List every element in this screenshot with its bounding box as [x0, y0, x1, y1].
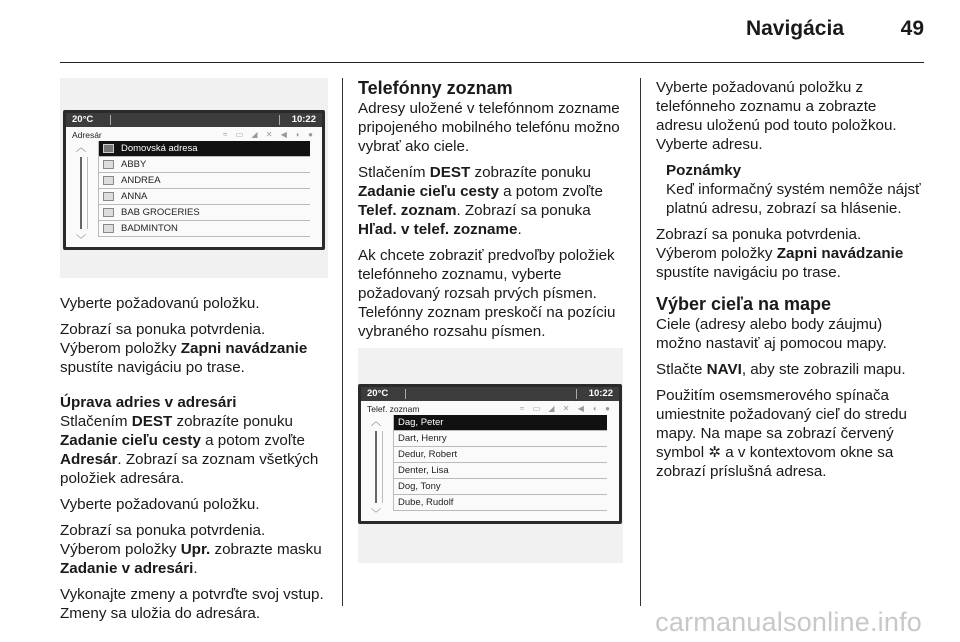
- column-1: [60, 78, 328, 630]
- phonebook-figure: [358, 348, 623, 563]
- scrollbar-track[interactable]: [375, 431, 377, 503]
- column-divider-1: [342, 78, 343, 606]
- list-item[interactable]: Denter, Lisa: [393, 463, 607, 479]
- contact-icon: [103, 192, 114, 201]
- scroll-up-icon[interactable]: ︿: [371, 417, 381, 428]
- status-icons: ≈ ▭ ◢ ✕ ◀ ◖ ●: [520, 404, 613, 413]
- screen-clock: 10:22: [291, 114, 316, 125]
- paragraph: Zobrazí sa ponuka potvrdenia. Výberom položky Zapni navádzanie spustíte navigáciu po trase.: [656, 226, 904, 281]
- screen-status-bar: [361, 387, 619, 401]
- paragraph: Stlačením DEST zobrazíte ponuku Zadanie cieľu cesty a potom zvoľte Telef. zoznam. Zobrazí sa ponuka Hľad. v telef. zozname.: [358, 164, 603, 238]
- watermark: carmanualsonline.info: [655, 607, 922, 637]
- status-icons: ≈ ▭ ◢ ✕ ◀ ◖ ●: [223, 130, 316, 139]
- paragraph: Zobrazí sa ponuka potvrdenia. Výberom položky Zapni navádzanie spustíte navigáciu po trase.: [60, 321, 308, 376]
- paragraph: Zobrazí sa ponuka potvrdenia. Výberom položky Upr. zobrazte masku Zadanie v adresári.: [60, 522, 322, 577]
- column-3: [656, 78, 926, 488]
- address-list: [98, 141, 310, 237]
- note-title: Poznámky: [666, 162, 742, 179]
- column-2: [358, 78, 628, 563]
- section-heading: Výber cieľa na mape: [656, 294, 832, 314]
- paragraph: Stlačte NAVI, aby ste zobrazili mapu.: [656, 361, 906, 378]
- paragraph: Ak chcete zobraziť predvoľby položiek telefónneho zoznamu, vyberte požadovaný rozsah prvých písmen. Telefónny zoznam preskočí na pozíciu vybraného rozsahu písmen.: [358, 247, 616, 340]
- contact-icon: [103, 224, 114, 233]
- note-box: [656, 161, 926, 218]
- list-item[interactable]: Dog, Tony: [393, 479, 607, 495]
- paragraph: Stlačením DEST zobrazíte ponuku Zadanie cieľu cesty a potom zvoľte Adresár. Zobrazí sa zoznam všetkých položiek adresára.: [60, 413, 319, 487]
- header-divider: [60, 62, 924, 63]
- list-item[interactable]: Dag, Peter: [393, 415, 607, 431]
- scroll-up-icon[interactable]: ︿: [76, 143, 86, 154]
- list-item[interactable]: ANDREA: [98, 173, 310, 189]
- scrollbar-track[interactable]: [80, 157, 82, 229]
- list-item[interactable]: BADMINTON: [98, 221, 310, 237]
- list-item[interactable]: Dedur, Robert: [393, 447, 607, 463]
- scroll-down-icon[interactable]: ﹀: [76, 235, 86, 246]
- paragraph: Vyberte požadovanú položku.: [60, 496, 260, 513]
- infotainment-screen: [63, 110, 325, 250]
- screen-clock: 10:22: [588, 388, 613, 399]
- screen-temperature: 20°C: [72, 114, 94, 125]
- contact-icon: [103, 176, 114, 185]
- phonebook-list: [393, 415, 607, 511]
- column-divider-2: [640, 78, 641, 606]
- address-book-figure: [60, 78, 328, 278]
- paragraph: Vykonajte zmeny a potvrďte svoj vstup. Zmeny sa uložia do adresára.: [60, 586, 324, 622]
- screen-status-bar: [66, 113, 322, 127]
- paragraph: Vyberte požadovanú položku.: [60, 295, 260, 312]
- screen-title: Telef. zoznam: [367, 404, 420, 414]
- list-item[interactable]: Dube, Rudolf: [393, 495, 607, 511]
- scroll-down-icon[interactable]: ﹀: [371, 509, 381, 520]
- paragraph: Ciele (adresy alebo body záujmu) možno nastaviť aj pomocou mapy.: [656, 316, 887, 352]
- header-title: Navigácia: [745, 17, 844, 40]
- section-heading: Telefónny zoznam: [358, 78, 513, 98]
- home-icon: [103, 144, 114, 153]
- paragraph: Použitím osemsmerového spínača umiestnite požadovaný cieľ do stredu mapy. Na mape sa zobrazí červený symbol ✲ a v kontextovom okne sa zobrazí príslušná adresa.: [656, 387, 907, 480]
- list-item[interactable]: Dart, Henry: [393, 431, 607, 447]
- paragraph: Adresy uložené v telefónnom zozname pripojeného mobilného telefónu možno vybrať ako ciele.: [358, 100, 620, 155]
- note-text: Keď informačný systém nemôže nájsť platnú adresu, zobrazí sa hlásenie.: [666, 181, 921, 217]
- infotainment-screen: [358, 384, 622, 524]
- list-item[interactable]: Domovská adresa: [98, 141, 310, 157]
- contact-icon: [103, 160, 114, 169]
- paragraph: Vyberte požadovanú položku z telefónneho zoznamu a zobrazte adresu uloženú pod touto položkou. Vyberte adresu.: [656, 79, 897, 153]
- list-item[interactable]: ANNA: [98, 189, 310, 205]
- list-item[interactable]: BAB GROCERIES: [98, 205, 310, 221]
- subheading: Úprava adries v adresári: [60, 394, 237, 411]
- poi-icon: [103, 208, 114, 217]
- list-item[interactable]: ABBY: [98, 157, 310, 173]
- screen-temperature: 20°C: [367, 388, 389, 399]
- screen-title: Adresár: [72, 130, 102, 140]
- page-number: 49: [900, 17, 924, 40]
